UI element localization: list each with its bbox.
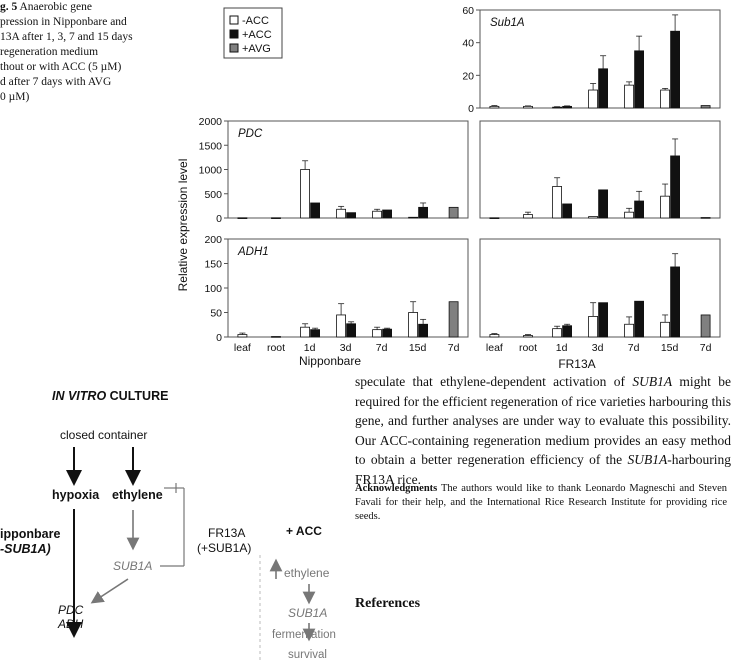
caption-line-4: regeneration medium <box>0 46 99 58</box>
bar-pdc-fr13a-15d-+ACC <box>671 156 680 218</box>
x-tick-label: leaf <box>233 342 251 354</box>
y-tick-label: 200 <box>204 234 222 246</box>
caption-line-5: thout or with ACC (5 µM) <box>0 61 122 73</box>
bar-sub1a-fr13a-3d--ACC <box>589 90 598 108</box>
bar-sub1a-fr13a-7d-+ACC <box>635 51 644 108</box>
bar-pdc-nipponbare-root--ACC <box>272 218 281 219</box>
body-text-1: speculate that ethylene-dependent activation of <box>355 374 633 389</box>
bar-adh1-nipponbare-7d-+AVG <box>449 302 458 337</box>
x-tick-label: 3d <box>591 342 604 354</box>
bar-adh1-nipponbare-3d--ACC <box>337 315 346 337</box>
bar-sub1a-fr13a-root--ACC <box>524 106 533 108</box>
flow-ethylene: ethylene <box>112 488 163 502</box>
bar-pdc-fr13a-1d-+ACC <box>563 204 572 218</box>
body-gene-2: SUB1A <box>627 452 668 467</box>
bar-pdc-fr13a-7d--ACC <box>625 212 634 218</box>
caption-line-6: d after 7 days with AVG <box>0 76 112 88</box>
body-paragraph <box>355 372 731 489</box>
flow-fr13a-sub: (+SUB1A) <box>197 541 252 555</box>
caption-line-3: 13A after 1, 3, 7 and 15 days <box>0 31 133 43</box>
flow-fr13a: FR13A <box>208 526 246 540</box>
caption-label: g. 5 <box>0 1 18 13</box>
bar-pdc-nipponbare-7d-+AVG <box>449 207 458 218</box>
bar-adh1-nipponbare-root--ACC <box>272 337 281 338</box>
bar-adh1-fr13a-3d--ACC <box>589 316 598 337</box>
y-tick-label: 1000 <box>198 164 222 177</box>
y-tick-label: 20 <box>462 70 474 83</box>
y-tick-label: 1500 <box>198 140 222 153</box>
bar-pdc-fr13a-7d-+ACC <box>635 201 644 218</box>
bar-sub1a-fr13a-15d-+ACC <box>671 31 680 108</box>
legend-swatch-plus-acc <box>230 30 238 38</box>
bar-sub1a-fr13a-1d--ACC <box>553 107 562 108</box>
bar-pdc-nipponbare-1d-+ACC <box>311 203 320 218</box>
ack-text: The authors would like to thank Leonardo Magneschi and Steven Favali for their help, and the International Rice Research Institute for providing rice seeds. <box>355 483 727 522</box>
bar-pdc-nipponbare-15d-+ACC <box>419 207 428 218</box>
bar-pdc-nipponbare-3d-+ACC <box>347 213 356 218</box>
bar-adh1-nipponbare-15d--ACC <box>409 313 418 338</box>
body-gene-1: SUB1A <box>632 374 673 389</box>
panel-frame-pdc-nipponbare <box>228 121 468 218</box>
flow-adh: ADH <box>58 617 84 631</box>
bar-adh1-nipponbare-7d-+ACC <box>383 329 392 337</box>
x-tick-label: 7d <box>447 342 460 354</box>
bar-sub1a-fr13a-7d-+AVG <box>701 106 710 108</box>
y-tick-label: 150 <box>204 258 222 271</box>
body-text-3: -harbouring FR13A rice. <box>355 452 731 487</box>
panel-title-pdc-nipponbare: PDC <box>238 128 263 140</box>
x-tick-label: 7d <box>627 342 640 354</box>
flow-side-fermentation: fermentation <box>272 629 336 641</box>
bar-pdc-fr13a-7d-+AVG <box>701 218 710 219</box>
flow-hypoxia: hypoxia <box>52 488 100 502</box>
flow-closed-container: closed container <box>60 428 148 442</box>
x-tick-label: leaf <box>485 342 503 354</box>
legend-swatch-plus-avg <box>230 44 238 52</box>
caption-line-7: 0 µM) <box>0 91 30 103</box>
flow-title: IN VITRO CULTURE <box>52 389 169 403</box>
bar-adh1-nipponbare-7d--ACC <box>373 330 382 337</box>
flow-plus-acc: + ACC <box>286 524 322 538</box>
bar-adh1-fr13a-7d--ACC <box>625 324 634 337</box>
bar-adh1-fr13a-7d-+ACC <box>635 301 644 337</box>
x-tick-label: 1d <box>303 342 316 354</box>
bar-pdc-nipponbare-3d--ACC <box>337 209 346 218</box>
bar-pdc-fr13a-3d--ACC <box>589 217 598 218</box>
y-axis-label: Relative expression level <box>176 158 190 292</box>
bar-adh1-fr13a-leaf--ACC <box>490 335 499 337</box>
bar-pdc-fr13a-1d--ACC <box>553 186 562 218</box>
bar-pdc-nipponbare-1d--ACC <box>301 170 310 219</box>
x-tick-label: 3d <box>339 342 352 354</box>
flow-sub1a: SUB1A <box>113 559 153 573</box>
flow-side-sub1a: SUB1A <box>288 606 328 620</box>
flow-pdc: PDC <box>58 603 84 617</box>
legend <box>224 8 282 58</box>
y-tick-label: 0 <box>216 213 222 225</box>
bar-pdc-nipponbare-leaf--ACC <box>238 218 247 219</box>
bar-adh1-fr13a-15d-+ACC <box>671 267 680 337</box>
x-tick-label: 15d <box>408 342 427 354</box>
bar-adh1-nipponbare-3d-+ACC <box>347 324 356 337</box>
bar-adh1-fr13a-1d--ACC <box>553 329 562 337</box>
body-text-2: might be required for the efficient regeneration of rice varieties harbouring this gene, and further analyses are under way to evaluate this possibility. Our ACC-containing regeneration medium provides an easy method to obtain a better regeneration efficiency of the <box>355 374 731 467</box>
y-tick-label: 50 <box>210 307 222 320</box>
bar-pdc-fr13a-leaf--ACC <box>490 218 499 219</box>
legend-label-plus-acc: +ACC <box>242 29 272 41</box>
x-group-label-fr13a: FR13A <box>558 357 596 370</box>
bar-adh1-nipponbare-1d--ACC <box>301 327 310 337</box>
bar-sub1a-fr13a-1d-+ACC <box>563 106 572 108</box>
bar-adh1-fr13a-7d-+AVG <box>701 315 710 337</box>
legend-label-plus-avg: +AVG <box>242 43 271 55</box>
bar-adh1-nipponbare-leaf--ACC <box>238 335 247 337</box>
x-tick-label: root <box>266 342 286 354</box>
caption-line-2: pression in Nipponbare and <box>0 16 127 28</box>
x-tick-label: 1d <box>555 342 568 354</box>
bar-adh1-fr13a-3d-+ACC <box>599 303 608 337</box>
y-tick-label: 0 <box>216 332 222 344</box>
x-tick-label: root <box>518 342 538 354</box>
x-group-label-nipponbare: Nipponbare <box>298 354 362 368</box>
bar-sub1a-fr13a-15d--ACC <box>661 90 670 108</box>
bar-adh1-nipponbare-1d-+ACC <box>311 330 320 337</box>
flow-nipponbare-sub: -SUB1A) <box>0 542 51 556</box>
x-tick-label: 15d <box>660 342 679 354</box>
x-tick-label: 7d <box>375 342 388 354</box>
y-tick-label: 60 <box>462 5 474 17</box>
y-tick-label: 500 <box>204 188 222 201</box>
x-tick-label: 7d <box>699 342 712 354</box>
y-tick-label: 100 <box>204 283 222 295</box>
ack-label: Acknowledgments <box>355 483 438 494</box>
y-tick-label: 0 <box>468 103 474 115</box>
bar-sub1a-fr13a-7d--ACC <box>625 85 634 108</box>
panel-title-adh1-nipponbare: ADH1 <box>238 246 269 258</box>
bar-adh1-fr13a-1d-+ACC <box>563 326 572 337</box>
bar-pdc-fr13a-15d--ACC <box>661 196 670 218</box>
flow-diagram <box>0 372 345 660</box>
legend-label-minus-acc: -ACC <box>242 15 269 27</box>
bar-pdc-nipponbare-7d-+ACC <box>383 210 392 218</box>
caption-line-1: Anaerobic gene <box>19 1 92 13</box>
flow-side-ethylene: ethylene <box>284 566 330 580</box>
bar-adh1-nipponbare-15d-+ACC <box>419 324 428 337</box>
y-tick-label: 2000 <box>198 116 222 128</box>
bar-pdc-fr13a-3d-+ACC <box>599 190 608 218</box>
bar-adh1-fr13a-15d--ACC <box>661 322 670 337</box>
bar-sub1a-fr13a-leaf--ACC <box>490 106 499 108</box>
flow-nipponbare: ipponbare <box>0 527 61 541</box>
y-tick-label: 40 <box>462 37 474 50</box>
bar-pdc-nipponbare-7d--ACC <box>373 211 382 218</box>
acknowledgments <box>355 482 727 524</box>
flow-side-survival: survival <box>288 649 327 660</box>
bar-pdc-fr13a-root--ACC <box>524 215 533 218</box>
bar-pdc-nipponbare-15d--ACC <box>409 217 418 218</box>
references-heading: References <box>355 596 421 611</box>
legend-swatch-minus-acc <box>230 16 238 24</box>
bar-adh1-fr13a-root--ACC <box>524 336 533 337</box>
bar-sub1a-fr13a-3d-+ACC <box>599 69 608 108</box>
panel-title-sub1a-fr13a: Sub1A <box>490 17 525 29</box>
